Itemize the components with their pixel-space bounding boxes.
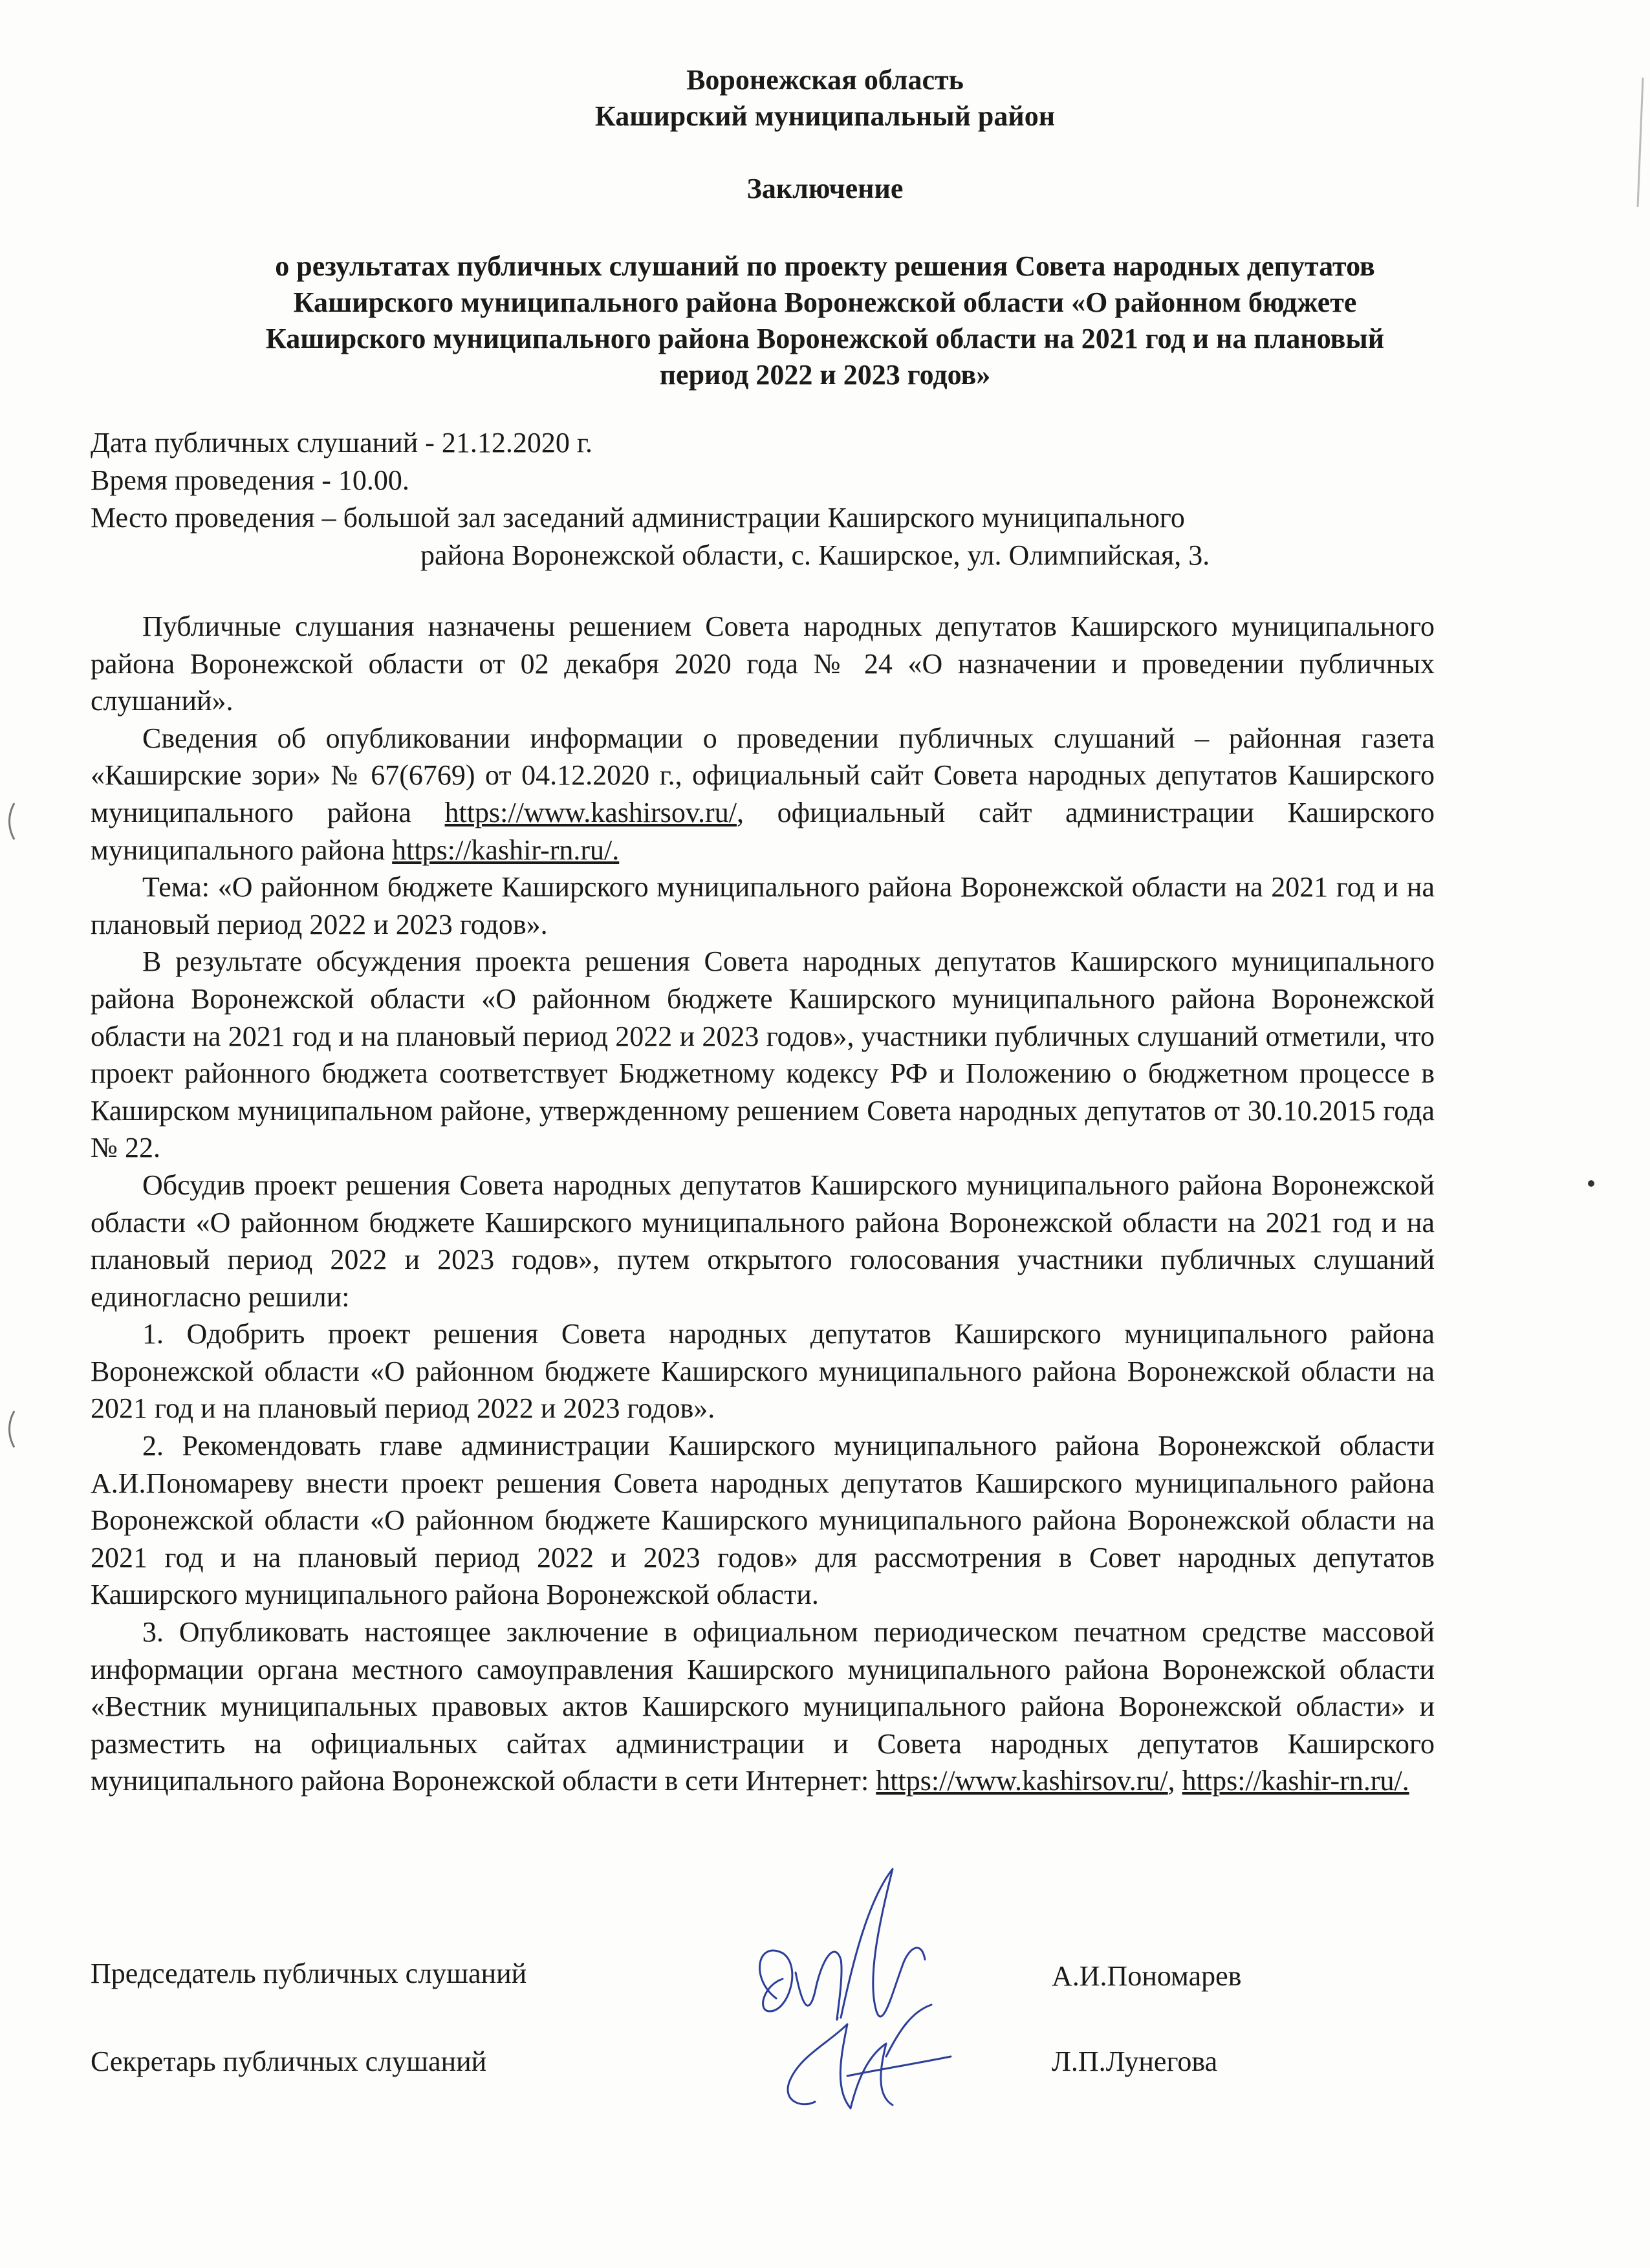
decision-item: 1. Одобрить проект решения Совета народных депутатов Каширского муниципального района Воронежской области «О районном бюджете Каширского муниципального района Воронежской области на 2021 год и на плановый период 2022 и 2023 годов». [91, 1318, 1435, 1425]
hearing-place [91, 499, 1210, 574]
scan-edge-mark [5, 1410, 18, 1449]
document-subject [97, 248, 1553, 393]
hearing-date: Дата публичных слушаний - 21.12.2020 г. [91, 427, 592, 459]
secretary-role: Секретарь публичных слушаний [91, 2046, 487, 2077]
hearing-place-line: Место проведения – большой зал заседаний администрации Каширского муниципального [91, 502, 1185, 534]
document-header [0, 62, 1650, 135]
kashirsov-link[interactable]: https://www.kashirsov.ru/ [444, 796, 737, 828]
document-title: Заключение [746, 173, 904, 204]
subject-line: Каширского муниципального района Воронежской области на 2021 год и на плановый [265, 323, 1385, 354]
kashir-rn-link[interactable]: https://kashir-rn.ru/. [392, 834, 620, 866]
paragraph: Обсудив проект решения Совета народных депутатов Каширского муниципального района Воронежской области «О районном бюджете Каширского муниципального района Воронежской области на 2021 год и на плановый период 2022 и 2023 годов», путем открытого голосования участники публичных слушаний единогласно решили: [91, 1169, 1435, 1313]
paragraph: Тема: «О районном бюджете Каширского муниципального района Воронежской области на 2021 год и на плановый период 2022 и 2023 годов». [91, 871, 1435, 940]
decision-item [91, 1614, 1435, 1800]
hearing-meta [91, 424, 1210, 574]
paragraph [91, 720, 1435, 869]
subject-line: период 2022 и 2023 годов» [659, 359, 991, 391]
hearing-time: Время проведения - 10.00. [91, 464, 409, 496]
hearing-place-line: района Воронежской области, с. Каширское, ул. Олимпийская, 3. [420, 539, 1210, 571]
subject-line: Каширского муниципального района Воронежской области «О районном бюджете [293, 286, 1357, 318]
kashirsov-link[interactable]: https://www.kashirsov.ru/ [876, 1765, 1168, 1797]
district-name: Каширский муниципальный район [594, 100, 1056, 132]
paragraph: Публичные слушания назначены решением Совета народных депутатов Каширского муниципального района Воронежской области от 02 декабря 2020 года № 24 «О назначении и проведении публичных слушаний». [91, 610, 1435, 717]
document-body [91, 608, 1435, 1800]
scan-edge-line [1630, 78, 1645, 207]
secretary-name: Л.П.Лунегова [1052, 2046, 1218, 2077]
paragraph-text: , официальный сайт администрации Каширского муниципального района [91, 796, 1435, 866]
link-separator: , [1167, 1765, 1182, 1797]
chair-role: Председатель публичных слушаний [91, 1958, 527, 1989]
handwritten-signature [737, 1863, 970, 2121]
decision-item: 2. Рекомендовать главе администрации Каширского муниципального района Воронежской области А.И.Пономареву внести проект решения Совета народных депутатов Каширского муниципального района Воронежской области «О районном бюджете Каширского муниципального района Воронежской области на 2021 год и на плановый период 2022 и 2023 годов» для рассмотрения в Совет народных депутатов Каширского муниципального района Воронежской области. [91, 1430, 1435, 1611]
paragraph: В результате обсуждения проекта решения Совета народных депутатов Каширского муниципального района Воронежской области «О районном бюджете Каширского муниципального района Воронежской области на 2021 год и на плановый период 2022 и 2023 годов», участники публичных слушаний отметили, что проект районного бюджета соответствует Бюджетному кодексу РФ и Положению о бюджетном процессе в Каширском муниципальном районе, утвержденному решением Совета народных депутатов от 30.10.2015 года № 22. [91, 945, 1435, 1164]
subject-line: о результатах публичных слушаний по проекту решения Совета народных депутатов [275, 250, 1375, 282]
scan-edge-mark [5, 802, 18, 841]
scan-dot-mark [1585, 1177, 1598, 1190]
paragraph-text: 3. Опубликовать настоящее заключение в официальном периодическом печатном средстве массовой информации органа местного самоуправления Каширского муниципального района Воронежской области «Вестник муниципальных правовых актов Каширского муниципального района Воронежской области» и разместить на официальных сайтах администрации и Совета народных депутатов Каширского муниципального района Воронежской области в сети Интернет: [91, 1616, 1435, 1797]
chair-name: А.И.Пономарев [1052, 1960, 1242, 1992]
paragraph-text: Сведения об опубликовании информации о проведении публичных слушаний – районная газета «Каширские зори» № 67(6769) от 04.12.2020 г., официальный сайт Совета народных депутатов Каширского муниципального района [91, 722, 1435, 828]
region-name: Воронежская область [686, 64, 964, 96]
kashir-rn-link[interactable]: https://kashir-rn.ru/. [1182, 1765, 1409, 1797]
